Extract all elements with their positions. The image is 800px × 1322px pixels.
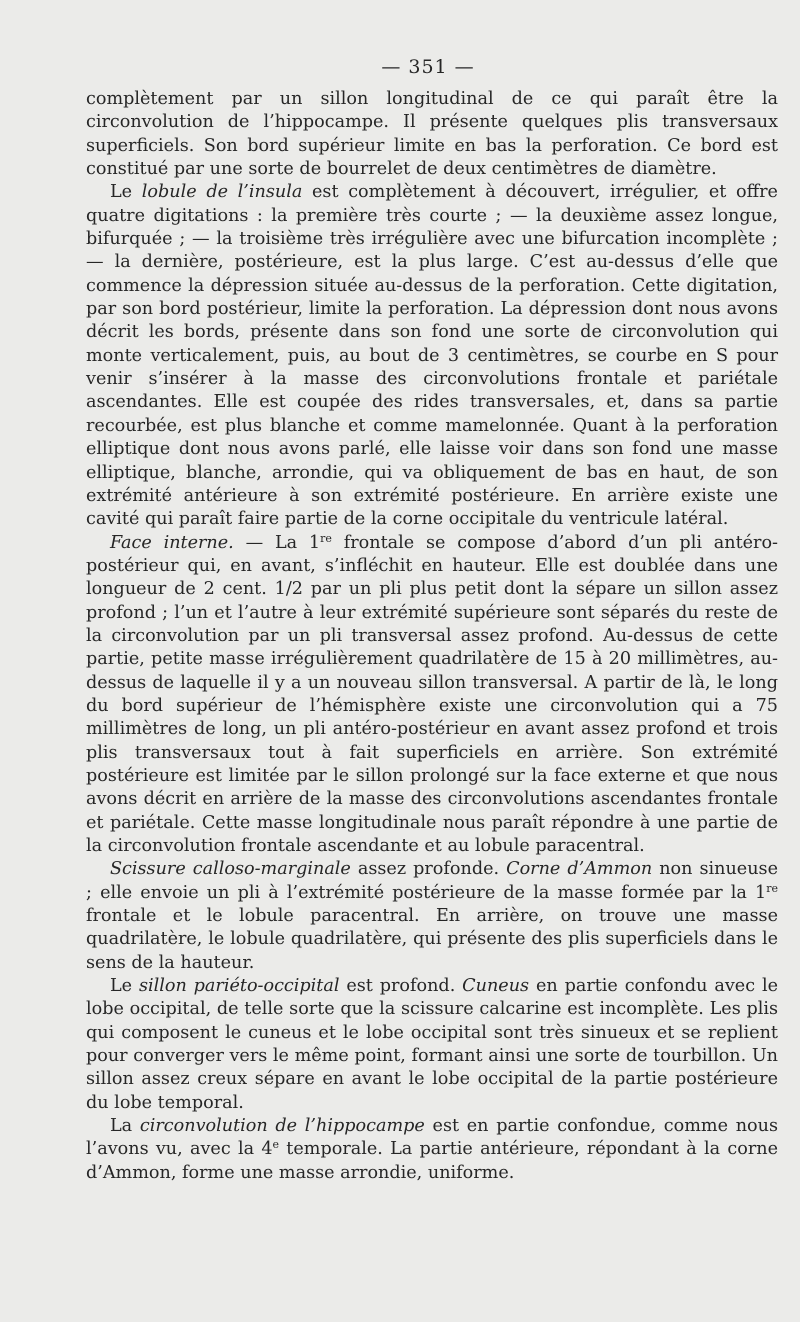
italic-term: sillon pariéto-occipital	[138, 976, 340, 997]
text-run: en partie confondu avec le lobe occipital, de telle sorte que la scissure calcarine est incomplète. Les plis qui composent le cuneus et le lobe occipital sont très sinueux et se replient pour converger vers le même point, formant ainsi une sorte de tourbillon. Un sillon assez creux sépare en avant le lobe occipital de la partie postérieure du lobe temporal.	[86, 976, 778, 1113]
text-run: est complètement à découvert, irrégulier, et offre quatre digitations : la première très courte ; — la deuxième assez longue, bifurquée ; — la troisième très irrégulière avec une bifurcation incomplète ; — la dernière, postérieure, est la plus large. C’est au-dessus d’elle que commence la dépression située au-dessus de la perforation. Cette digitation, par son bord postérieur, limite la perforation. La dépression dont nous avons décrit les bords, présente dans son fond une sorte de circonvolution qui monte verticalement, puis, au bout de 3 centimètres, se courbe en S pour venir s’insérer à la masse des circonvolutions frontale et pariétale ascendantes. Elle est coupée des rides transversales, et, dans sa partie recourbée, est plus blanche et comme mamelonnée. Quant à la perforation elliptique dont nous avons parlé, elle laisse voir dans son fond une masse elliptique, blanche, arrondie, qui va obliquement de bas en haut, de son extrémité antérieure à son extrémité postérieure. En arrière existe une cavité qui paraît faire partie de la corne occipitale du ventricule latéral.	[86, 182, 778, 530]
text-run: La	[110, 1116, 140, 1137]
text-run: assez profonde.	[350, 859, 507, 880]
page-number: — 351 —	[381, 56, 475, 78]
paragraph	[86, 1115, 778, 1185]
superscript: re	[320, 531, 332, 545]
text-run: est en partie confondue, comme nous l’avons vu, avec la 4	[86, 1116, 779, 1160]
text-run: frontale se compose d’abord d’un pli antéro-postérieur qui, en avant, s’infléchit en hauteur. Elle est doublée dans une longueur de 2 cent. 1/2 par un pli plus petit dont la sépare un sillon assez profond ; l’un et l’autre à leur extrémité supérieure sont séparés du reste de la circonvolution par un pli transversal assez profond. Au-dessus de cette partie, petite masse irrégulièrement quadrilatère de 15 à 20 millimètres, au-dessus de laquelle il y a un nouveau sillon transversal. A partir de là, le long du bord supérieur de l’hémisphère existe une circonvolution qui a 75 millimètres de long, un pli antéro-postérieur en avant assez profond et trois plis transversaux tout à fait superficiels en arrière. Son extrémité postérieure est limitée par le sillon prolongé sur la face externe et que nous avons décrit en arrière de la masse des circonvolutions ascendantes frontale et pariétale. Cette masse longitudinale nous paraît répondre à une partie de la circonvolution frontale ascendante et au lobule paracentral.	[86, 532, 778, 856]
superscript: e	[272, 1138, 280, 1152]
italic-term: lobule de l’insula	[141, 182, 303, 203]
text-run: est profond.	[339, 976, 463, 997]
italic-term: circonvolution de l’hippocampe	[139, 1116, 425, 1137]
text-run: — La 1	[233, 532, 321, 553]
text-run: Le	[110, 182, 142, 203]
italic-term: Corne d’Ammon	[506, 859, 653, 880]
text-run: frontale et le lobule paracentral. En arrière, on trouve une masse quadrilatère, le lobule quadrilatère, qui présente des plis superficiels dans le sens de la hauteur.	[86, 906, 778, 973]
text-run: Le	[110, 976, 139, 997]
paragraph	[86, 88, 778, 181]
text-run: temporale. La partie antérieure, répondant à la corne d’Ammon, forme une masse arrondie, uniforme.	[86, 1139, 778, 1183]
paragraph	[86, 181, 778, 531]
superscript: re	[766, 881, 778, 895]
italic-term: Cuneus	[462, 976, 530, 997]
paragraph	[86, 858, 778, 975]
paragraph	[86, 532, 778, 859]
text-run: complètement par un sillon longitudinal de ce qui paraît être la circonvolution de l’hippocampe. Il présente quelques plis transversaux superficiels. Son bord supérieur limite en bas la perforation. Ce bord est constitué par une sorte de bourrelet de deux centimètres de diamètre.	[86, 89, 778, 180]
text-run: non sinueuse ; elle envoie un pli à l’extrémité postérieure de la masse formée par la 1	[86, 859, 778, 903]
italic-term: Face interne.	[110, 532, 234, 553]
paragraph	[86, 975, 778, 1115]
body-text	[86, 88, 778, 1185]
italic-term: Scissure calloso-marginale	[110, 859, 351, 880]
